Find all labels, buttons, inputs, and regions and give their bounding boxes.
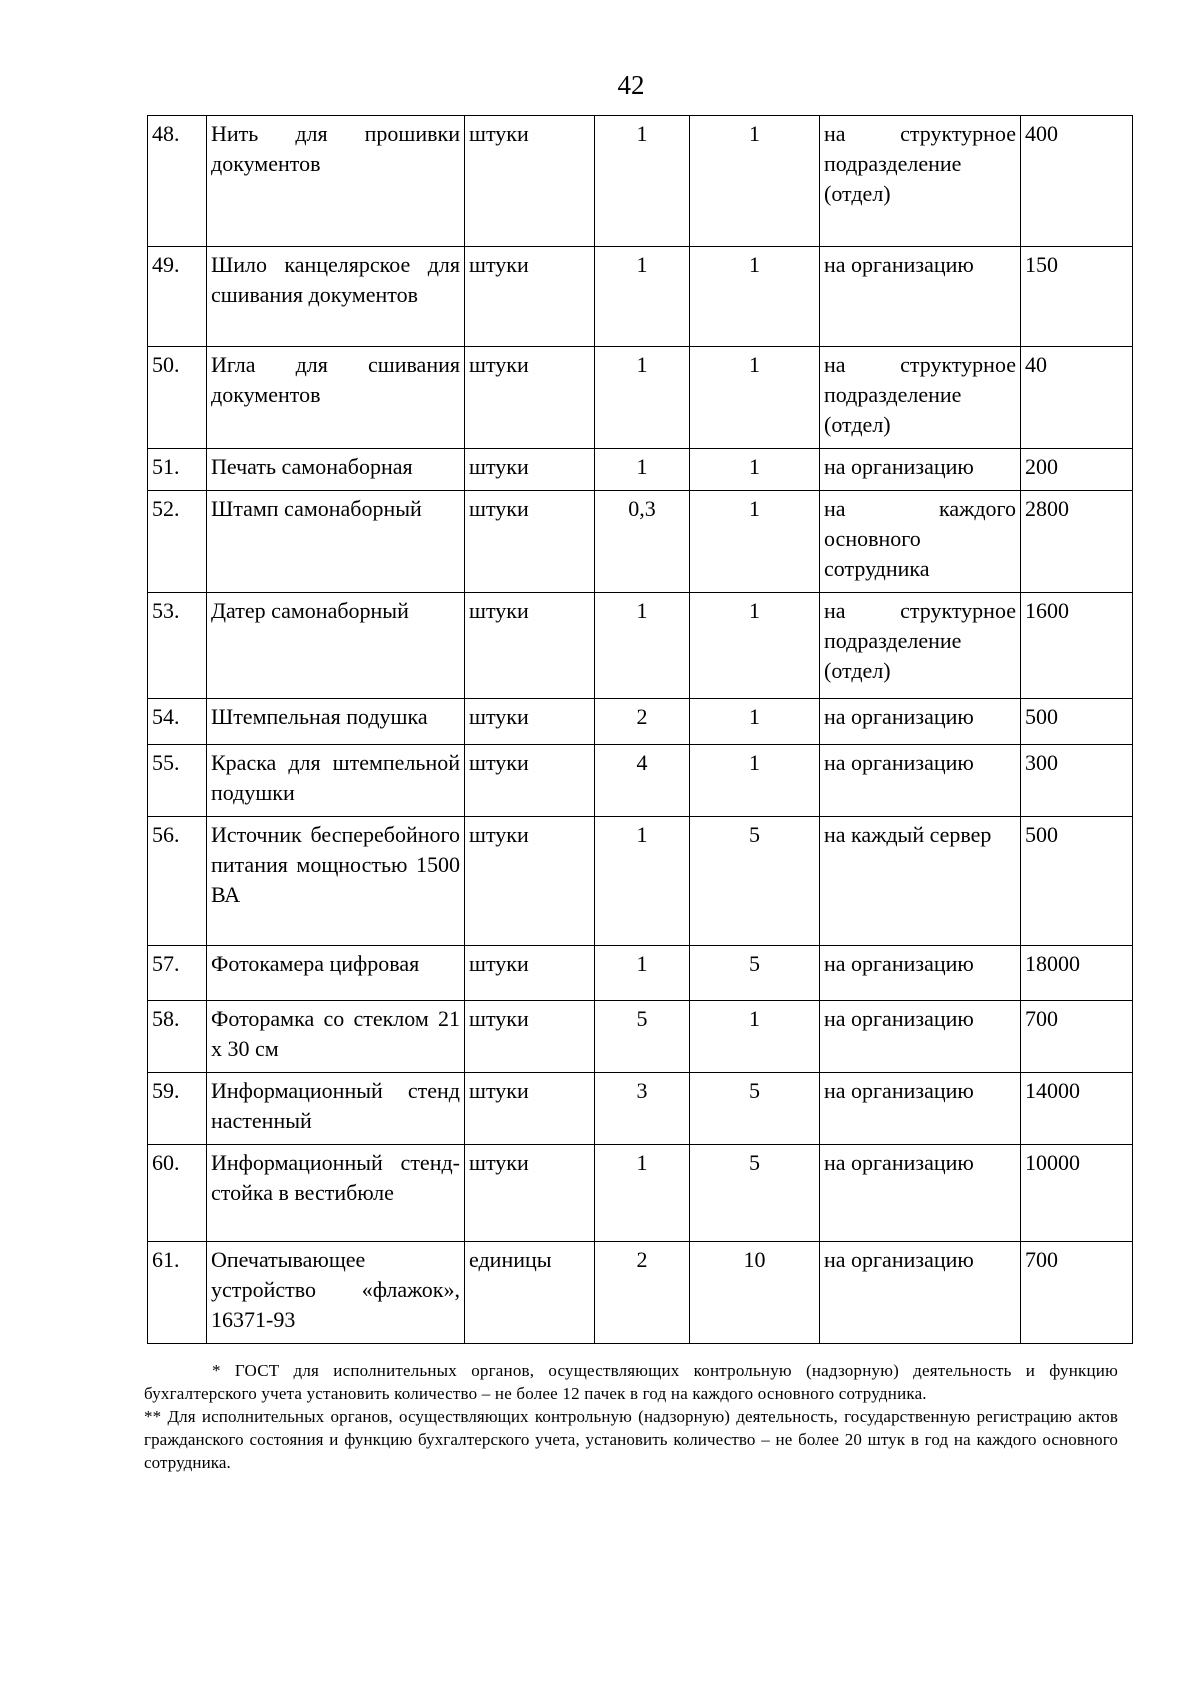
table-row	[148, 946, 1133, 1001]
cell-unit: штуки	[465, 347, 595, 449]
cell-price: 500	[1021, 817, 1133, 946]
cell-term: 5	[690, 946, 820, 1001]
cell-quantity: 1	[595, 116, 690, 247]
cell-number: 61.	[148, 1242, 207, 1344]
cell-unit: штуки	[465, 817, 595, 946]
cell-basis: на организацию	[820, 1001, 1021, 1073]
cell-item-name: Штамп самонаборный	[207, 491, 465, 593]
cell-item-name: Игла для сшивания документов	[207, 347, 465, 449]
table-row	[148, 491, 1133, 593]
cell-number: 55.	[148, 745, 207, 817]
table-row	[148, 116, 1133, 247]
cell-number: 58.	[148, 1001, 207, 1073]
cell-unit: штуки	[465, 1073, 595, 1145]
cell-term: 1	[690, 593, 820, 699]
cell-price: 700	[1021, 1242, 1133, 1344]
cell-term: 1	[690, 247, 820, 347]
cell-quantity: 0,3	[595, 491, 690, 593]
footnotes	[144, 1359, 1118, 1474]
cell-item-name: Фотокамера цифровая	[207, 946, 465, 1001]
cell-price: 14000	[1021, 1073, 1133, 1145]
cell-item-name: Штемпельная подушка	[207, 699, 465, 745]
table-row	[148, 247, 1133, 347]
cell-basis: на структурное подразделение (отдел)	[820, 593, 1021, 699]
cell-quantity: 1	[595, 593, 690, 699]
table-row	[148, 1242, 1133, 1344]
cell-number: 57.	[148, 946, 207, 1001]
cell-term: 1	[690, 491, 820, 593]
cell-basis: на структурное подразделение (отдел)	[820, 116, 1021, 247]
cell-basis: на организацию	[820, 247, 1021, 347]
table-row	[148, 1073, 1133, 1145]
cell-term: 1	[690, 347, 820, 449]
cell-quantity: 3	[595, 1073, 690, 1145]
cell-unit: штуки	[465, 449, 595, 491]
table-body	[148, 116, 1133, 1344]
table-row	[148, 1145, 1133, 1242]
cell-term: 5	[690, 1145, 820, 1242]
cell-unit: единицы	[465, 1242, 595, 1344]
cell-item-name: Печать самонаборная	[207, 449, 465, 491]
cell-unit: штуки	[465, 1145, 595, 1242]
cell-number: 60.	[148, 1145, 207, 1242]
table-row	[148, 449, 1133, 491]
cell-item-name: Источник бесперебойного питания мощностью 1500 ВА	[207, 817, 465, 946]
footnote-1: * ГОСТ для исполнительных органов, осуществляющих контрольную (надзорную) деятельность и функцию бухгалтерского учета установить количество – не более 12 пачек в год на каждого основного сотрудника.	[144, 1361, 1118, 1403]
cell-item-name: Нить для прошивки документов	[207, 116, 465, 247]
table-row	[148, 745, 1133, 817]
cell-term: 5	[690, 1073, 820, 1145]
cell-basis: на каждого основного сотрудника	[820, 491, 1021, 593]
cell-price: 2800	[1021, 491, 1133, 593]
cell-quantity: 4	[595, 745, 690, 817]
cell-basis: на организацию	[820, 1145, 1021, 1242]
table-row	[148, 817, 1133, 946]
cell-item-name: Датер самонаборный	[207, 593, 465, 699]
cell-term: 1	[690, 449, 820, 491]
cell-number: 48.	[148, 116, 207, 247]
cell-item-name: Шило канцелярское для сшивания документов	[207, 247, 465, 347]
cell-unit: штуки	[465, 745, 595, 817]
cell-number: 51.	[148, 449, 207, 491]
cell-unit: штуки	[465, 699, 595, 745]
table-row	[148, 347, 1133, 449]
cell-price: 150	[1021, 247, 1133, 347]
cell-quantity: 1	[595, 946, 690, 1001]
table-row	[148, 1001, 1133, 1073]
table-row	[148, 593, 1133, 699]
supplies-table	[147, 115, 1133, 1344]
cell-item-name: Опечатывающее устройство «флажок», 16371-93	[207, 1242, 465, 1344]
cell-quantity: 5	[595, 1001, 690, 1073]
page-number: 42	[617, 70, 645, 100]
footnote-2: ** Для исполнительных органов, осуществляющих контрольную (надзорную) деятельность, государственную регистрацию актов гражданского состояния и функцию бухгалтерского учета, установить количество – не более 20 штук в год на каждого основного сотрудника.	[144, 1407, 1118, 1472]
cell-price: 200	[1021, 449, 1133, 491]
cell-number: 49.	[148, 247, 207, 347]
cell-item-name: Фоторамка со стеклом 21 х 30 см	[207, 1001, 465, 1073]
cell-term: 10	[690, 1242, 820, 1344]
cell-quantity: 1	[595, 247, 690, 347]
cell-quantity: 2	[595, 1242, 690, 1344]
cell-quantity: 2	[595, 699, 690, 745]
cell-unit: штуки	[465, 491, 595, 593]
cell-quantity: 1	[595, 817, 690, 946]
cell-quantity: 1	[595, 449, 690, 491]
cell-price: 300	[1021, 745, 1133, 817]
cell-basis: на организацию	[820, 745, 1021, 817]
cell-price: 500	[1021, 699, 1133, 745]
cell-price: 1600	[1021, 593, 1133, 699]
cell-item-name: Информационный стенд-стойка в вестибюле	[207, 1145, 465, 1242]
cell-unit: штуки	[465, 1001, 595, 1073]
cell-item-name: Информационный стенд настенный	[207, 1073, 465, 1145]
cell-unit: штуки	[465, 116, 595, 247]
cell-basis: на каждый сервер	[820, 817, 1021, 946]
cell-term: 1	[690, 699, 820, 745]
cell-quantity: 1	[595, 347, 690, 449]
cell-number: 52.	[148, 491, 207, 593]
cell-unit: штуки	[465, 946, 595, 1001]
cell-number: 54.	[148, 699, 207, 745]
cell-term: 1	[690, 116, 820, 247]
cell-term: 5	[690, 817, 820, 946]
cell-unit: штуки	[465, 593, 595, 699]
cell-basis: на организацию	[820, 1073, 1021, 1145]
cell-number: 59.	[148, 1073, 207, 1145]
cell-price: 10000	[1021, 1145, 1133, 1242]
cell-basis: на организацию	[820, 449, 1021, 491]
cell-item-name: Краска для штемпельной подушки	[207, 745, 465, 817]
cell-unit: штуки	[465, 247, 595, 347]
cell-price: 400	[1021, 116, 1133, 247]
table-row	[148, 699, 1133, 745]
cell-number: 53.	[148, 593, 207, 699]
cell-basis: на организацию	[820, 946, 1021, 1001]
cell-price: 700	[1021, 1001, 1133, 1073]
cell-price: 18000	[1021, 946, 1133, 1001]
cell-quantity: 1	[595, 1145, 690, 1242]
cell-number: 56.	[148, 817, 207, 946]
cell-basis: на организацию	[820, 699, 1021, 745]
cell-price: 40	[1021, 347, 1133, 449]
cell-basis: на структурное подразделение (отдел)	[820, 347, 1021, 449]
cell-basis: на организацию	[820, 1242, 1021, 1344]
cell-term: 1	[690, 745, 820, 817]
cell-term: 1	[690, 1001, 820, 1073]
cell-number: 50.	[148, 347, 207, 449]
